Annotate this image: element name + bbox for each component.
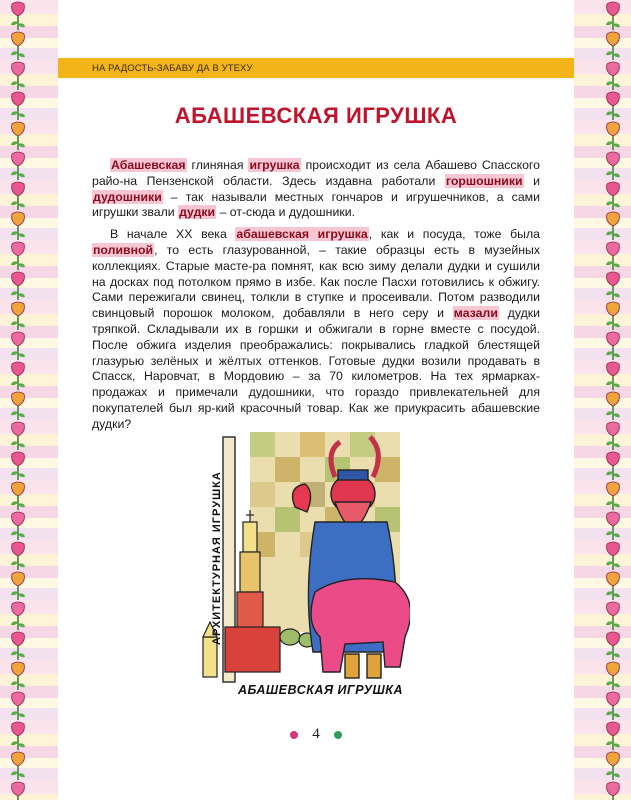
tulip-icon xyxy=(8,210,28,240)
tulip-icon xyxy=(8,630,28,660)
illustration-caption: АБАШЕВСКАЯ ИГРУШКА xyxy=(238,683,403,697)
tulip-icon xyxy=(8,90,28,120)
text-run: – так называли местных гончаров и игрушечников, а сами игрушки звали xyxy=(92,189,540,220)
highlight-term: мазали xyxy=(453,306,498,321)
paragraph-1 xyxy=(92,158,540,221)
tulip-icon xyxy=(603,270,623,300)
tulip-icon xyxy=(8,330,28,360)
text-run: и xyxy=(523,173,540,188)
text-run: дудки тряпкой. Складывали их в горшки и обжигали в горне вместе с посудой. После обжига изделия преображались: покрывались гладкой блестящей глазурью зелёных и жёлтых оттенков. Готовые дудки возили продавать в Спасск, Наровчат, в Мордовию – за 70 километров. На тех ярмарках-продажах и примечали дудошники, что гораздо привлекательней для покупателей был яр-кий красочный товар. Как же приукрасить абашевские дудки? xyxy=(92,306,540,431)
tulip-icon xyxy=(603,180,623,210)
tulip-icon xyxy=(603,60,623,90)
tulip-icon xyxy=(8,120,28,150)
tulip-icon xyxy=(603,570,623,600)
tulip-icon xyxy=(603,360,623,390)
tulip-icon xyxy=(603,480,623,510)
article-body xyxy=(92,158,540,439)
tulip-icon xyxy=(8,180,28,210)
text-run: происходит из села Абашево Спасского райо-на Пензенской области. Здесь издавна работали xyxy=(92,158,540,188)
tulip-icon xyxy=(603,90,623,120)
tulip-icon xyxy=(8,660,28,690)
highlight-term: горшошники xyxy=(445,173,523,188)
highlight-term: дудошники xyxy=(93,189,162,204)
tulip-icon xyxy=(603,780,623,800)
tulip-icon xyxy=(603,510,623,540)
tulip-icon xyxy=(8,750,28,780)
tulip-icon xyxy=(603,600,623,630)
tulip-icon xyxy=(8,480,28,510)
tulip-icon xyxy=(8,360,28,390)
tulip-icon xyxy=(603,30,623,60)
text-run: – от-сюда и дудошники. xyxy=(216,205,355,220)
pink-dot-icon xyxy=(290,731,298,739)
left-flower-border xyxy=(6,0,30,800)
tulip-icon xyxy=(8,30,28,60)
tulip-icon xyxy=(8,540,28,570)
page-number-row xyxy=(58,726,574,743)
highlight-term: игрушка xyxy=(249,158,300,172)
tulip-icon xyxy=(603,690,623,720)
tulip-icon xyxy=(8,510,28,540)
tulip-icon xyxy=(8,720,28,750)
tulip-icon xyxy=(8,570,28,600)
tulip-icon xyxy=(603,210,623,240)
tulip-icon xyxy=(8,600,28,630)
illustration-vertical-label: АРХИТЕКТУРНАЯ ИГРУШКА xyxy=(211,471,223,645)
text-run: глиняная xyxy=(186,158,249,172)
tulip-icon xyxy=(603,300,623,330)
tulip-icon xyxy=(603,390,623,420)
tulip-icon xyxy=(8,270,28,300)
tulip-icon xyxy=(603,720,623,750)
highlight-term: дудки xyxy=(179,205,216,220)
tulip-icon xyxy=(8,240,28,270)
tulip-icon xyxy=(8,780,28,800)
section-header-text: НА РАДОСТЬ-ЗАБАВУ ДА В УТЕХУ xyxy=(92,62,253,74)
tulip-icon xyxy=(8,0,28,30)
tulip-icon xyxy=(603,540,623,570)
highlight-term: поливной xyxy=(93,242,154,257)
page-number: 4 xyxy=(312,726,320,742)
tulip-icon xyxy=(603,750,623,780)
tulip-icon xyxy=(603,630,623,660)
abashevo-toy-illustration xyxy=(195,432,410,712)
tulip-icon xyxy=(8,450,28,480)
text-run: , как и посуда, тоже была xyxy=(368,227,540,242)
tulip-icon xyxy=(603,0,623,30)
tulip-icon xyxy=(603,420,623,450)
tulip-icon xyxy=(8,390,28,420)
tulip-icon xyxy=(603,450,623,480)
paragraph-2 xyxy=(92,227,540,432)
highlight-term: Абашевская xyxy=(111,158,186,172)
page-title: АБАШЕВСКАЯ ИГРУШКА xyxy=(174,103,458,128)
right-flower-border xyxy=(601,0,625,800)
tulip-icon xyxy=(603,150,623,180)
text-run: , то есть глазурованной, – такие образцы есть в музейных коллекциях. Старые масте-ра помнят, как всю зиму делали дудки и сушили на досках под потолком прямо в избе. Как после Пасхи готовились к обжигу. Сами пережигали свинец, толкли в ступке и просеивали. Потом разводили свинцовый порошок молоком, добавляли в него серу и xyxy=(92,242,540,321)
tulip-icon xyxy=(8,420,28,450)
green-dot-icon xyxy=(334,731,342,739)
tulip-icon xyxy=(8,300,28,330)
text-run: В начале ХХ века xyxy=(110,227,236,242)
tulip-icon xyxy=(8,690,28,720)
section-header-bar xyxy=(58,58,574,78)
tulip-icon xyxy=(8,150,28,180)
tulip-icon xyxy=(8,60,28,90)
highlight-term: абашевская игрушка xyxy=(236,227,368,242)
tulip-icon xyxy=(603,330,623,360)
tulip-icon xyxy=(603,120,623,150)
tulip-icon xyxy=(603,240,623,270)
tulip-icon xyxy=(603,660,623,690)
